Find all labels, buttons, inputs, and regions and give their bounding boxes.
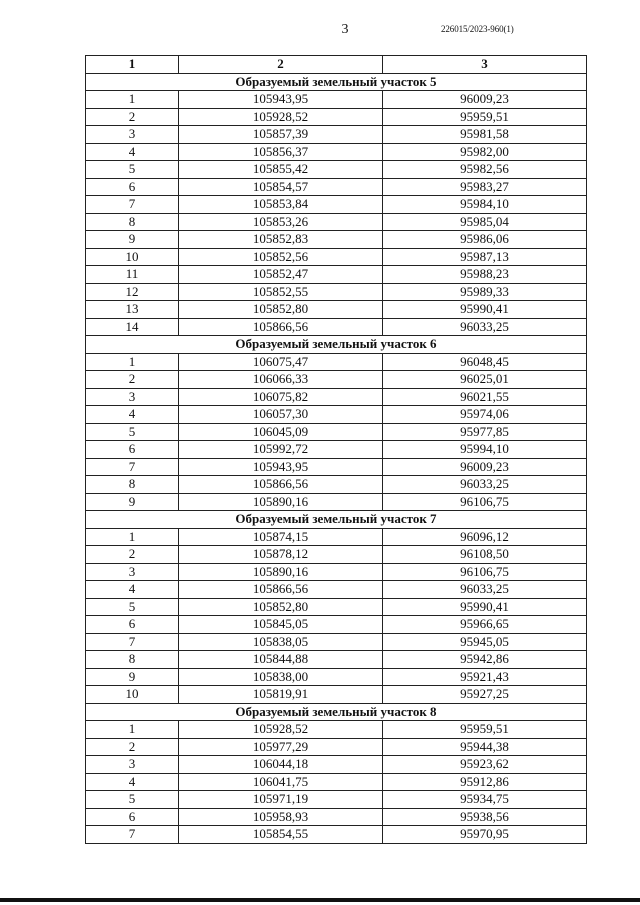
y-coordinate-cell: 96108,50: [383, 546, 587, 564]
table-row: [86, 756, 587, 774]
x-coordinate-cell: 106075,47: [179, 353, 383, 371]
point-number-cell: 5: [86, 161, 179, 179]
x-coordinate-cell: 105928,52: [179, 108, 383, 126]
x-coordinate-cell: 105854,55: [179, 826, 383, 844]
point-number-cell: 12: [86, 283, 179, 301]
x-coordinate-cell: 106045,09: [179, 423, 383, 441]
table-row: [86, 213, 587, 231]
y-coordinate-cell: 96106,75: [383, 493, 587, 511]
y-coordinate-cell: 95990,41: [383, 301, 587, 319]
point-number-cell: 6: [86, 441, 179, 459]
coordinates-table-body: [86, 56, 587, 844]
y-coordinate-cell: 95994,10: [383, 441, 587, 459]
point-number-cell: 1: [86, 353, 179, 371]
table-row: [86, 108, 587, 126]
x-coordinate-cell: 105838,00: [179, 668, 383, 686]
x-coordinate-cell: 105853,84: [179, 196, 383, 214]
point-number-cell: 2: [86, 108, 179, 126]
x-coordinate-cell: 105838,05: [179, 633, 383, 651]
table-row: [86, 721, 587, 739]
section-title-row: [86, 703, 587, 721]
x-coordinate-cell: 105819,91: [179, 686, 383, 704]
point-number-cell: 7: [86, 458, 179, 476]
point-number-cell: 8: [86, 213, 179, 231]
y-coordinate-cell: 95923,62: [383, 756, 587, 774]
coordinates-table: [85, 55, 587, 844]
table-row: [86, 423, 587, 441]
y-coordinate-cell: 95984,10: [383, 196, 587, 214]
point-number-cell: 9: [86, 493, 179, 511]
point-number-cell: 10: [86, 248, 179, 266]
column-header: 3: [383, 56, 587, 74]
point-number-cell: 6: [86, 808, 179, 826]
y-coordinate-cell: 95983,27: [383, 178, 587, 196]
y-coordinate-cell: 95989,33: [383, 283, 587, 301]
x-coordinate-cell: 105852,55: [179, 283, 383, 301]
y-coordinate-cell: 95970,95: [383, 826, 587, 844]
point-number-cell: 2: [86, 738, 179, 756]
x-coordinate-cell: 105844,88: [179, 651, 383, 669]
x-coordinate-cell: 106075,82: [179, 388, 383, 406]
column-header: 1: [86, 56, 179, 74]
section-title: Образуемый земельный участок 8: [86, 703, 587, 721]
table-row: [86, 686, 587, 704]
x-coordinate-cell: 105928,52: [179, 721, 383, 739]
y-coordinate-cell: 96096,12: [383, 528, 587, 546]
x-coordinate-cell: 105958,93: [179, 808, 383, 826]
section-title: Образуемый земельный участок 7: [86, 511, 587, 529]
point-number-cell: 13: [86, 301, 179, 319]
column-header: 2: [179, 56, 383, 74]
y-coordinate-cell: 95921,43: [383, 668, 587, 686]
x-coordinate-cell: 105852,83: [179, 231, 383, 249]
point-number-cell: 9: [86, 668, 179, 686]
y-coordinate-cell: 96021,55: [383, 388, 587, 406]
x-coordinate-cell: 106041,75: [179, 773, 383, 791]
point-number-cell: 3: [86, 756, 179, 774]
point-number-cell: 1: [86, 528, 179, 546]
x-coordinate-cell: 105852,80: [179, 598, 383, 616]
y-coordinate-cell: 95945,05: [383, 633, 587, 651]
y-coordinate-cell: 96048,45: [383, 353, 587, 371]
table-row: [86, 458, 587, 476]
table-row: [86, 406, 587, 424]
point-number-cell: 10: [86, 686, 179, 704]
point-number-cell: 3: [86, 126, 179, 144]
table-row: [86, 441, 587, 459]
y-coordinate-cell: 95981,58: [383, 126, 587, 144]
y-coordinate-cell: 95985,04: [383, 213, 587, 231]
point-number-cell: 3: [86, 388, 179, 406]
y-coordinate-cell: 96033,25: [383, 476, 587, 494]
point-number-cell: 11: [86, 266, 179, 284]
y-coordinate-cell: 95988,23: [383, 266, 587, 284]
point-number-cell: 5: [86, 598, 179, 616]
point-number-cell: 9: [86, 231, 179, 249]
table-row: [86, 318, 587, 336]
table-row: [86, 493, 587, 511]
x-coordinate-cell: 105852,47: [179, 266, 383, 284]
table-row: [86, 633, 587, 651]
table-row: [86, 616, 587, 634]
point-number-cell: 7: [86, 826, 179, 844]
table-header-row: [86, 56, 587, 74]
x-coordinate-cell: 105874,15: [179, 528, 383, 546]
y-coordinate-cell: 96009,23: [383, 458, 587, 476]
y-coordinate-cell: 96009,23: [383, 91, 587, 109]
point-number-cell: 7: [86, 196, 179, 214]
y-coordinate-cell: 95944,38: [383, 738, 587, 756]
x-coordinate-cell: 105866,56: [179, 476, 383, 494]
x-coordinate-cell: 105855,42: [179, 161, 383, 179]
table-row: [86, 126, 587, 144]
table-row: [86, 668, 587, 686]
table-row: [86, 353, 587, 371]
table-row: [86, 826, 587, 844]
point-number-cell: 5: [86, 423, 179, 441]
table-row: [86, 598, 587, 616]
y-coordinate-cell: 95966,65: [383, 616, 587, 634]
y-coordinate-cell: 95987,13: [383, 248, 587, 266]
y-coordinate-cell: 96033,25: [383, 581, 587, 599]
table-row: [86, 371, 587, 389]
table-row: [86, 528, 587, 546]
point-number-cell: 2: [86, 371, 179, 389]
x-coordinate-cell: 105854,57: [179, 178, 383, 196]
table-row: [86, 773, 587, 791]
x-coordinate-cell: 105977,29: [179, 738, 383, 756]
point-number-cell: 2: [86, 546, 179, 564]
x-coordinate-cell: 106066,33: [179, 371, 383, 389]
x-coordinate-cell: 105878,12: [179, 546, 383, 564]
table-row: [86, 651, 587, 669]
x-coordinate-cell: 105866,56: [179, 318, 383, 336]
x-coordinate-cell: 105890,16: [179, 563, 383, 581]
x-coordinate-cell: 106057,30: [179, 406, 383, 424]
table-row: [86, 563, 587, 581]
table-row: [86, 476, 587, 494]
point-number-cell: 4: [86, 773, 179, 791]
table-row: [86, 546, 587, 564]
x-coordinate-cell: 105857,39: [179, 126, 383, 144]
x-coordinate-cell: 105943,95: [179, 91, 383, 109]
section-title: Образуемый земельный участок 6: [86, 336, 587, 354]
y-coordinate-cell: 96106,75: [383, 563, 587, 581]
y-coordinate-cell: 95912,86: [383, 773, 587, 791]
point-number-cell: 3: [86, 563, 179, 581]
x-coordinate-cell: 105992,72: [179, 441, 383, 459]
scan-edge-rule: [0, 898, 640, 902]
y-coordinate-cell: 95986,06: [383, 231, 587, 249]
table-row: [86, 91, 587, 109]
point-number-cell: 7: [86, 633, 179, 651]
point-number-cell: 1: [86, 721, 179, 739]
x-coordinate-cell: 105852,80: [179, 301, 383, 319]
point-number-cell: 5: [86, 791, 179, 809]
point-number-cell: 8: [86, 476, 179, 494]
x-coordinate-cell: 105853,26: [179, 213, 383, 231]
y-coordinate-cell: 95934,75: [383, 791, 587, 809]
table-row: [86, 581, 587, 599]
y-coordinate-cell: 96025,01: [383, 371, 587, 389]
y-coordinate-cell: 95982,00: [383, 143, 587, 161]
table-row: [86, 738, 587, 756]
table-row: [86, 266, 587, 284]
table-row: [86, 178, 587, 196]
y-coordinate-cell: 95990,41: [383, 598, 587, 616]
point-number-cell: 4: [86, 581, 179, 599]
y-coordinate-cell: 95927,25: [383, 686, 587, 704]
table-row: [86, 388, 587, 406]
x-coordinate-cell: 105852,56: [179, 248, 383, 266]
x-coordinate-cell: 105971,19: [179, 791, 383, 809]
point-number-cell: 6: [86, 178, 179, 196]
x-coordinate-cell: 105943,95: [179, 458, 383, 476]
table-row: [86, 231, 587, 249]
point-number-cell: 4: [86, 143, 179, 161]
y-coordinate-cell: 95959,51: [383, 721, 587, 739]
y-coordinate-cell: 96033,25: [383, 318, 587, 336]
point-number-cell: 1: [86, 91, 179, 109]
x-coordinate-cell: 105890,16: [179, 493, 383, 511]
y-coordinate-cell: 95977,85: [383, 423, 587, 441]
y-coordinate-cell: 95959,51: [383, 108, 587, 126]
table-row: [86, 283, 587, 301]
x-coordinate-cell: 105866,56: [179, 581, 383, 599]
table-row: [86, 301, 587, 319]
table-row: [86, 791, 587, 809]
y-coordinate-cell: 95942,86: [383, 651, 587, 669]
table-row: [86, 161, 587, 179]
x-coordinate-cell: 105845,05: [179, 616, 383, 634]
point-number-cell: 14: [86, 318, 179, 336]
x-coordinate-cell: 105856,37: [179, 143, 383, 161]
point-number-cell: 4: [86, 406, 179, 424]
section-title: Образуемый земельный участок 5: [86, 73, 587, 91]
y-coordinate-cell: 95974,06: [383, 406, 587, 424]
table-row: [86, 248, 587, 266]
section-title-row: [86, 336, 587, 354]
x-coordinate-cell: 106044,18: [179, 756, 383, 774]
y-coordinate-cell: 95938,56: [383, 808, 587, 826]
section-title-row: [86, 511, 587, 529]
table-row: [86, 808, 587, 826]
table-row: [86, 143, 587, 161]
y-coordinate-cell: 95982,56: [383, 161, 587, 179]
point-number-cell: 6: [86, 616, 179, 634]
table-row: [86, 196, 587, 214]
document-number: 226015/2023-960(1): [441, 24, 514, 34]
section-title-row: [86, 73, 587, 91]
point-number-cell: 8: [86, 651, 179, 669]
page-number: 3: [341, 22, 349, 37]
